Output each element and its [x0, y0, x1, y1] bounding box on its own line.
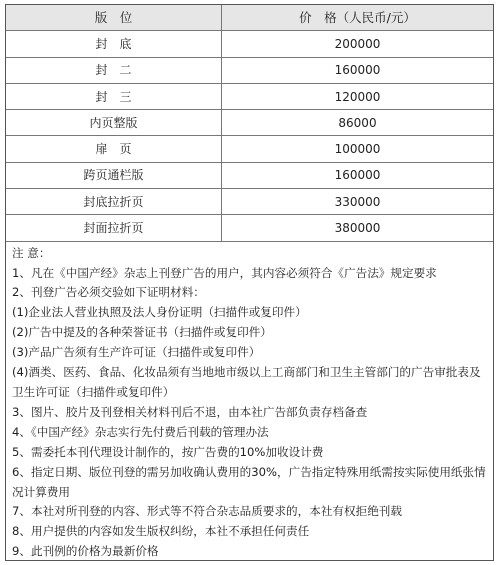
row-price: 200000: [222, 31, 494, 57]
row-position: 跨页通栏版: [6, 162, 222, 188]
header-position: 版 位: [6, 5, 222, 31]
row-position: 封底拉折页: [6, 189, 222, 215]
row-price: 380000: [222, 215, 494, 241]
table-row: [6, 136, 493, 162]
row-position: 封 二: [6, 57, 222, 83]
table-row: [6, 83, 493, 109]
note-item: 6、指定日期、版位刊登的需另加收确认费用的30%，广告指定特殊用纸需按实际使用纸张情况计算费用: [12, 464, 486, 499]
table-row: [6, 110, 493, 136]
row-price: 160000: [222, 162, 494, 188]
row-price: 120000: [222, 83, 494, 109]
note-item: 2、刊登广告必须交验如下证明材料：: [12, 285, 205, 300]
row-position: 封 三: [6, 83, 222, 109]
note-item: 9、此刊例的价格为最新价格: [12, 544, 159, 559]
row-price: 86000: [222, 110, 494, 136]
table-row: [6, 189, 493, 215]
note-item: (1)企业法人营业执照及法人身份证明（扫描件或复印件）: [12, 305, 307, 320]
header-price: 价 格（人民币/元）: [222, 5, 494, 31]
row-price: 160000: [222, 57, 494, 83]
table-row: [6, 57, 493, 83]
note-item: 8、用户提供的内容如发生版权纠纷，本社不承担任何责任: [12, 524, 310, 539]
note-item: 7、本社对所刊登的内容、形式等不符合杂志品质要求的，本社有权拒绝刊载: [12, 504, 402, 519]
row-position: 内页整版: [6, 110, 222, 136]
note-item: 5、需委托本刊代理设计制作的，按广告费的10%加收设计费: [12, 444, 324, 459]
notes-section: [6, 242, 493, 563]
row-price: 100000: [222, 136, 494, 162]
note-item: (3)产品广告须有生产许可证（扫描件或复印件）: [12, 345, 261, 360]
note-item: 4、《中国产经》杂志实行先付费后刊载的管理办法: [12, 424, 269, 439]
ad-rate-table: [6, 5, 493, 242]
rate-card: [5, 4, 494, 561]
note-item: (4)酒类、医药、食品、化妆品须有当地地市级以上工商部门和卫生主管部门的广告审批表及卫生许可证（扫描件或复印件）: [12, 365, 481, 400]
row-position: 扉 页: [6, 136, 222, 162]
row-position: 封 底: [6, 31, 222, 57]
note-item: 1、凡在《中国产经》杂志上刊登广告的用户，其内容必须符合《广告法》规定要求: [12, 265, 437, 280]
row-position: 封面拉折页: [6, 215, 222, 241]
table-row: [6, 31, 493, 57]
notes-title: 注 意：: [12, 245, 51, 260]
table-row: [6, 215, 493, 241]
note-item: 3、图片、胶片及刊登相关材料刊后不退，由本社广告部负责存档备查: [12, 404, 368, 419]
table-header-row: [6, 5, 493, 31]
row-price: 330000: [222, 189, 494, 215]
note-item: (2)广告中提及的各种荣誉证书（扫描件或复印件）: [12, 325, 272, 340]
table-row: [6, 162, 493, 188]
